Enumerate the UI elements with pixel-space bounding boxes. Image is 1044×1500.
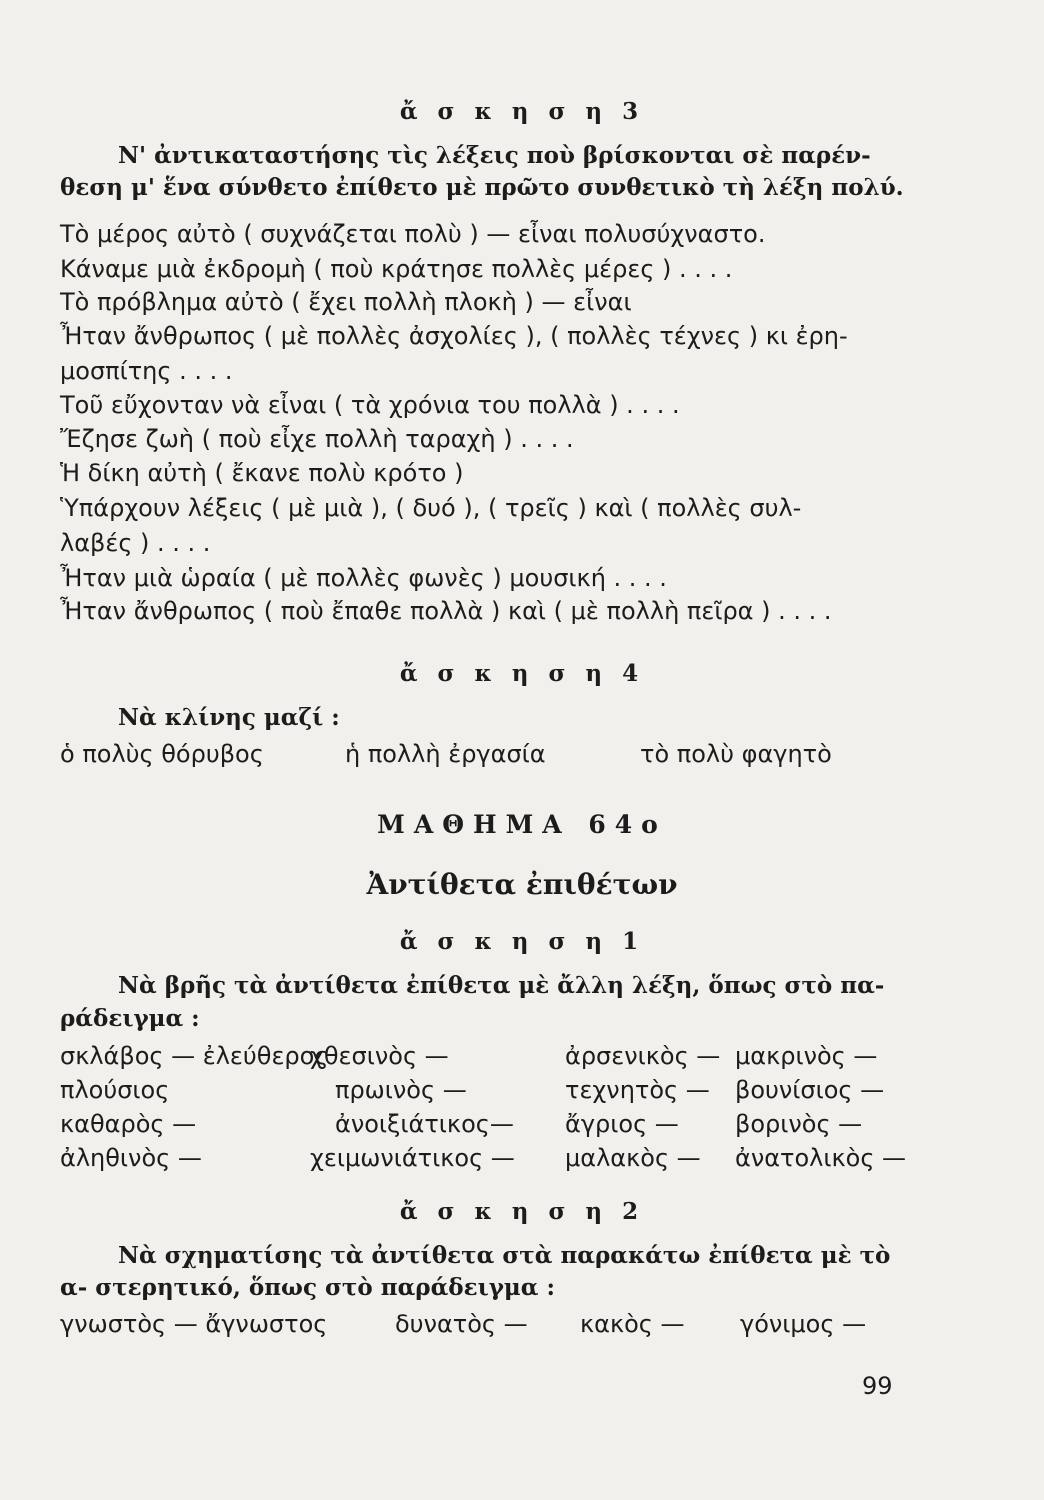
antonym-cell: τεχνητὸς — bbox=[565, 1076, 710, 1104]
privative-cell: γόνιμος — bbox=[740, 1310, 867, 1338]
exercise-line: Ἦταν ἄνθρωπος ( ποὺ ἔπαθε πολλὰ ) καὶ ( μὲ πολλὴ πεῖρα ) . . . . bbox=[60, 597, 832, 625]
exercise-line: Ἦταν ἄνθρωπος ( μὲ πολλὲς ἀσχολίες ), ( πολλὲς τέχνες ) κι ἐρη- bbox=[60, 322, 848, 350]
exercise-line: Τὸ πρόβλημα αὐτὸ ( ἔχει πολλὴ πλοκὴ ) — εἶναι bbox=[60, 288, 632, 316]
exercise-line: λαβές ) . . . . bbox=[60, 529, 211, 557]
exercise-1-instruction-line: Νὰ βρῆς τὰ ἀντίθετα ἐπίθετα μὲ ἄλλη λέξη, ὅπως στὸ πα- bbox=[118, 972, 885, 999]
exercise-line: Τὸ μέρος αὐτὸ ( συχνάζεται πολὺ ) — εἶναι πολυσύχναστο. bbox=[60, 220, 766, 248]
antonym-cell: χθεσινὸς — bbox=[310, 1042, 449, 1070]
antonym-cell: σκλάβος — ἐλεύθερος bbox=[60, 1042, 329, 1070]
declension-item: ἡ πολλὴ ἐργασία bbox=[345, 740, 546, 768]
antonym-cell: ἀληθινὸς — bbox=[60, 1144, 202, 1172]
privative-cell: γνωστὸς — ἄγνωστος bbox=[60, 1310, 328, 1338]
antonym-cell: βορινὸς — bbox=[735, 1110, 863, 1138]
antonym-cell: ἀνατολικὸς — bbox=[735, 1144, 907, 1172]
lesson-label: ΜΑΘΗΜΑ 64ο bbox=[377, 810, 667, 839]
page-number: 99 bbox=[862, 1372, 893, 1400]
exercise-3-instruction-line: θεση μ' ἕνα σύνθετο ἐπίθετο μὲ πρῶτο συνθετικὸ τὴ λέξη πολύ. bbox=[60, 174, 904, 201]
exercise-line: Κάναμε μιὰ ἐκδρομὴ ( ποὺ κράτησε πολλὲς μέρες ) . . . . bbox=[60, 255, 733, 283]
exercise-3-instruction-line: Ν' ἀντικαταστήσης τὶς λέξεις ποὺ βρίσκονται σὲ παρέν- bbox=[118, 142, 871, 169]
lesson-title: Ἀντίθετα ἐπιθέτων bbox=[366, 868, 678, 901]
exercise-2-instruction-line: Νὰ σχηματίσης τὰ ἀντίθετα στὰ παρακάτω ἐπίθετα μὲ τὸ bbox=[118, 1242, 891, 1269]
antonym-cell: μακρινὸς — bbox=[735, 1042, 878, 1070]
antonym-cell: πλούσιος bbox=[60, 1076, 170, 1104]
declension-item: ὁ πολὺς θόρυβος bbox=[60, 740, 264, 768]
privative-cell: δυνατὸς — bbox=[395, 1310, 528, 1338]
exercise-line: Ὑπάρχουν λέξεις ( μὲ μιὰ ), ( δυό ), ( τρεῖς ) καὶ ( πολλὲς συλ- bbox=[60, 494, 802, 522]
exercise-line: Ἡ δίκη αὐτὴ ( ἔκανε πολὺ κρότο ) bbox=[60, 459, 464, 487]
exercise-2-instruction-line: α- στερητικό, ὅπως στὸ παράδειγμα : bbox=[60, 1274, 555, 1301]
antonym-cell: ἀνοιξιάτικος— bbox=[335, 1110, 514, 1138]
declension-item: τὸ πολὺ φαγητὸ bbox=[640, 740, 832, 768]
exercise-line: Ἦταν μιὰ ὡραία ( μὲ πολλὲς φωνὲς ) μουσική . . . . bbox=[60, 564, 667, 592]
exercise-1-heading: ἄ σ κ η σ η 1 bbox=[399, 928, 645, 955]
exercise-1-instruction-line: ράδειγμα : bbox=[60, 1005, 200, 1032]
exercise-line: Τοῦ εὔχονταν νὰ εἶναι ( τὰ χρόνια του πολλὰ ) . . . . bbox=[60, 391, 680, 419]
antonym-cell: ἄγριος — bbox=[565, 1110, 679, 1138]
exercise-4-heading: ἄ σ κ η σ η 4 bbox=[399, 660, 645, 687]
exercise-3-heading: ἄ σ κ η σ η 3 bbox=[399, 98, 645, 125]
antonym-cell: πρωινὸς — bbox=[335, 1076, 467, 1104]
antonym-cell: μαλακὸς — bbox=[565, 1144, 701, 1172]
antonym-cell: ἀρσενικὸς — bbox=[565, 1042, 721, 1070]
exercise-4-instruction: Νὰ κλίνης μαζί : bbox=[118, 704, 340, 731]
antonym-cell: καθαρὸς — bbox=[60, 1110, 197, 1138]
exercise-line: μοσπίτης . . . . bbox=[60, 357, 233, 385]
exercise-2-heading: ἄ σ κ η σ η 2 bbox=[399, 1198, 645, 1225]
antonym-cell: χειμωνιάτικος — bbox=[310, 1144, 515, 1172]
antonym-cell: βουνίσιος — bbox=[735, 1076, 885, 1104]
privative-cell: κακὸς — bbox=[580, 1310, 685, 1338]
exercise-line: Ἔζησε ζωὴ ( ποὺ εἶχε πολλὴ ταραχὴ ) . . . . bbox=[60, 425, 574, 453]
